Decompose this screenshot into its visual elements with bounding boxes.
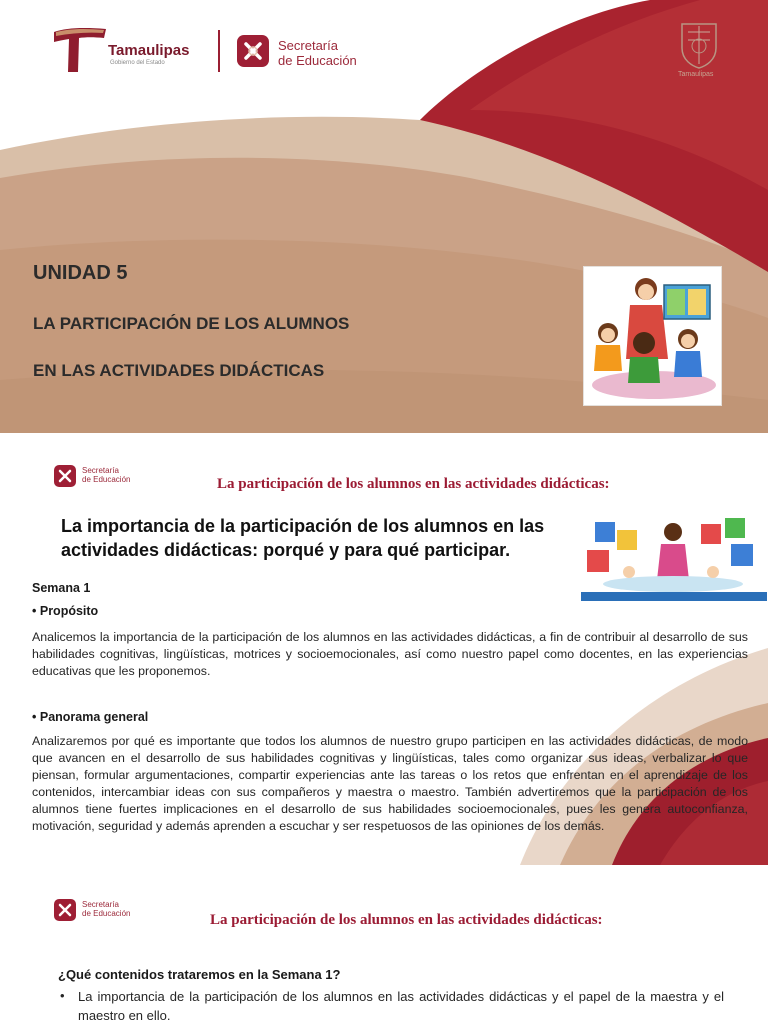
teacher-reading-illustration [583,266,722,406]
unit-subtitle-line1: LA PARTICIPACIÓN DE LOS ALUMNOS [33,314,350,333]
title-slide [0,0,768,433]
tamaulipas-logo-icon [52,26,108,74]
crest-label: Tamaulipas [678,71,714,78]
unit-title: UNIDAD 5 [33,262,128,284]
week-label: Semana 1 [32,581,91,595]
section-header: La participación de los alumnos en las actividades didácticas: [210,912,603,928]
contents-item: La importancia de la participación de los alumnos en las actividades didácticas y el papel de la maestra y el maestro en ello. [78,989,724,1023]
contents-question: ¿Qué contenidos trataremos en la Semana 1? [58,967,341,982]
purpose-text: Analicemos la importancia de la participación de los alumnos en las actividades didácticas, a fin de contribuir al desarrollo de sus habilidades cognitivas, lingüísticas, motrices y socioemocionales, así como nuestro papel como docentes, en las experiencias educativas que les proponemos. [32,630,748,678]
purpose-label: • Propósito [32,604,98,618]
bullet-icon: • [60,988,65,1003]
lesson-title: La importancia de la participación de los alumnos en las actividades didácticas: porqué y para qué participar. [61,516,545,560]
secretaria-logo-icon [236,34,270,68]
overview-text: Analizaremos por qué es importante que todos los alumnos de nuestro grupo participen en las actividades didácticas, de modo que avancen en el desarrollo de sus habilidades cognitivas y lingüísticas, tales como organizar sus ideas, verbalizar lo que piensan, formular argumentaciones, compartir experiencias ante las tareas o los retos que enfrentan en el aprendizaje de los contenidos, intercambiar ideas con sus compañeros y maestra o maestro. También advertiremos que la participación de los alumnos tiene fuertes implicaciones en el desarrollo de sus habilidades socioemocionales, pues les genera autoconfianza, motivación, seguridad y además aprenden a escuchar y ser respetuosos de las opiniones de los demás. [32,734,748,833]
tamaulipas-subtitle: Gobierno del Estado [110,60,165,66]
contents-slide [0,865,768,1024]
overview-label: • Panorama general [32,710,148,724]
secretaria-label: Secretaría de Educación [278,38,357,68]
logo-divider [218,30,220,72]
tamaulipas-brand: Tamaulipas [108,42,190,59]
unit-subtitle-line2: EN LAS ACTIVIDADES DIDÁCTICAS [33,361,325,380]
secretaria-logo-icon [54,465,76,487]
classroom-illustration [581,500,767,601]
section-header: La participación de los alumnos en las actividades didácticas: [217,476,610,492]
purpose-slide [0,433,768,865]
secretaria-logo-icon [54,899,76,921]
secretaria-label: Secretaría de Educación [82,466,131,484]
state-crest-icon [676,18,722,70]
secretaria-label: Secretaría de Educación [82,900,131,918]
